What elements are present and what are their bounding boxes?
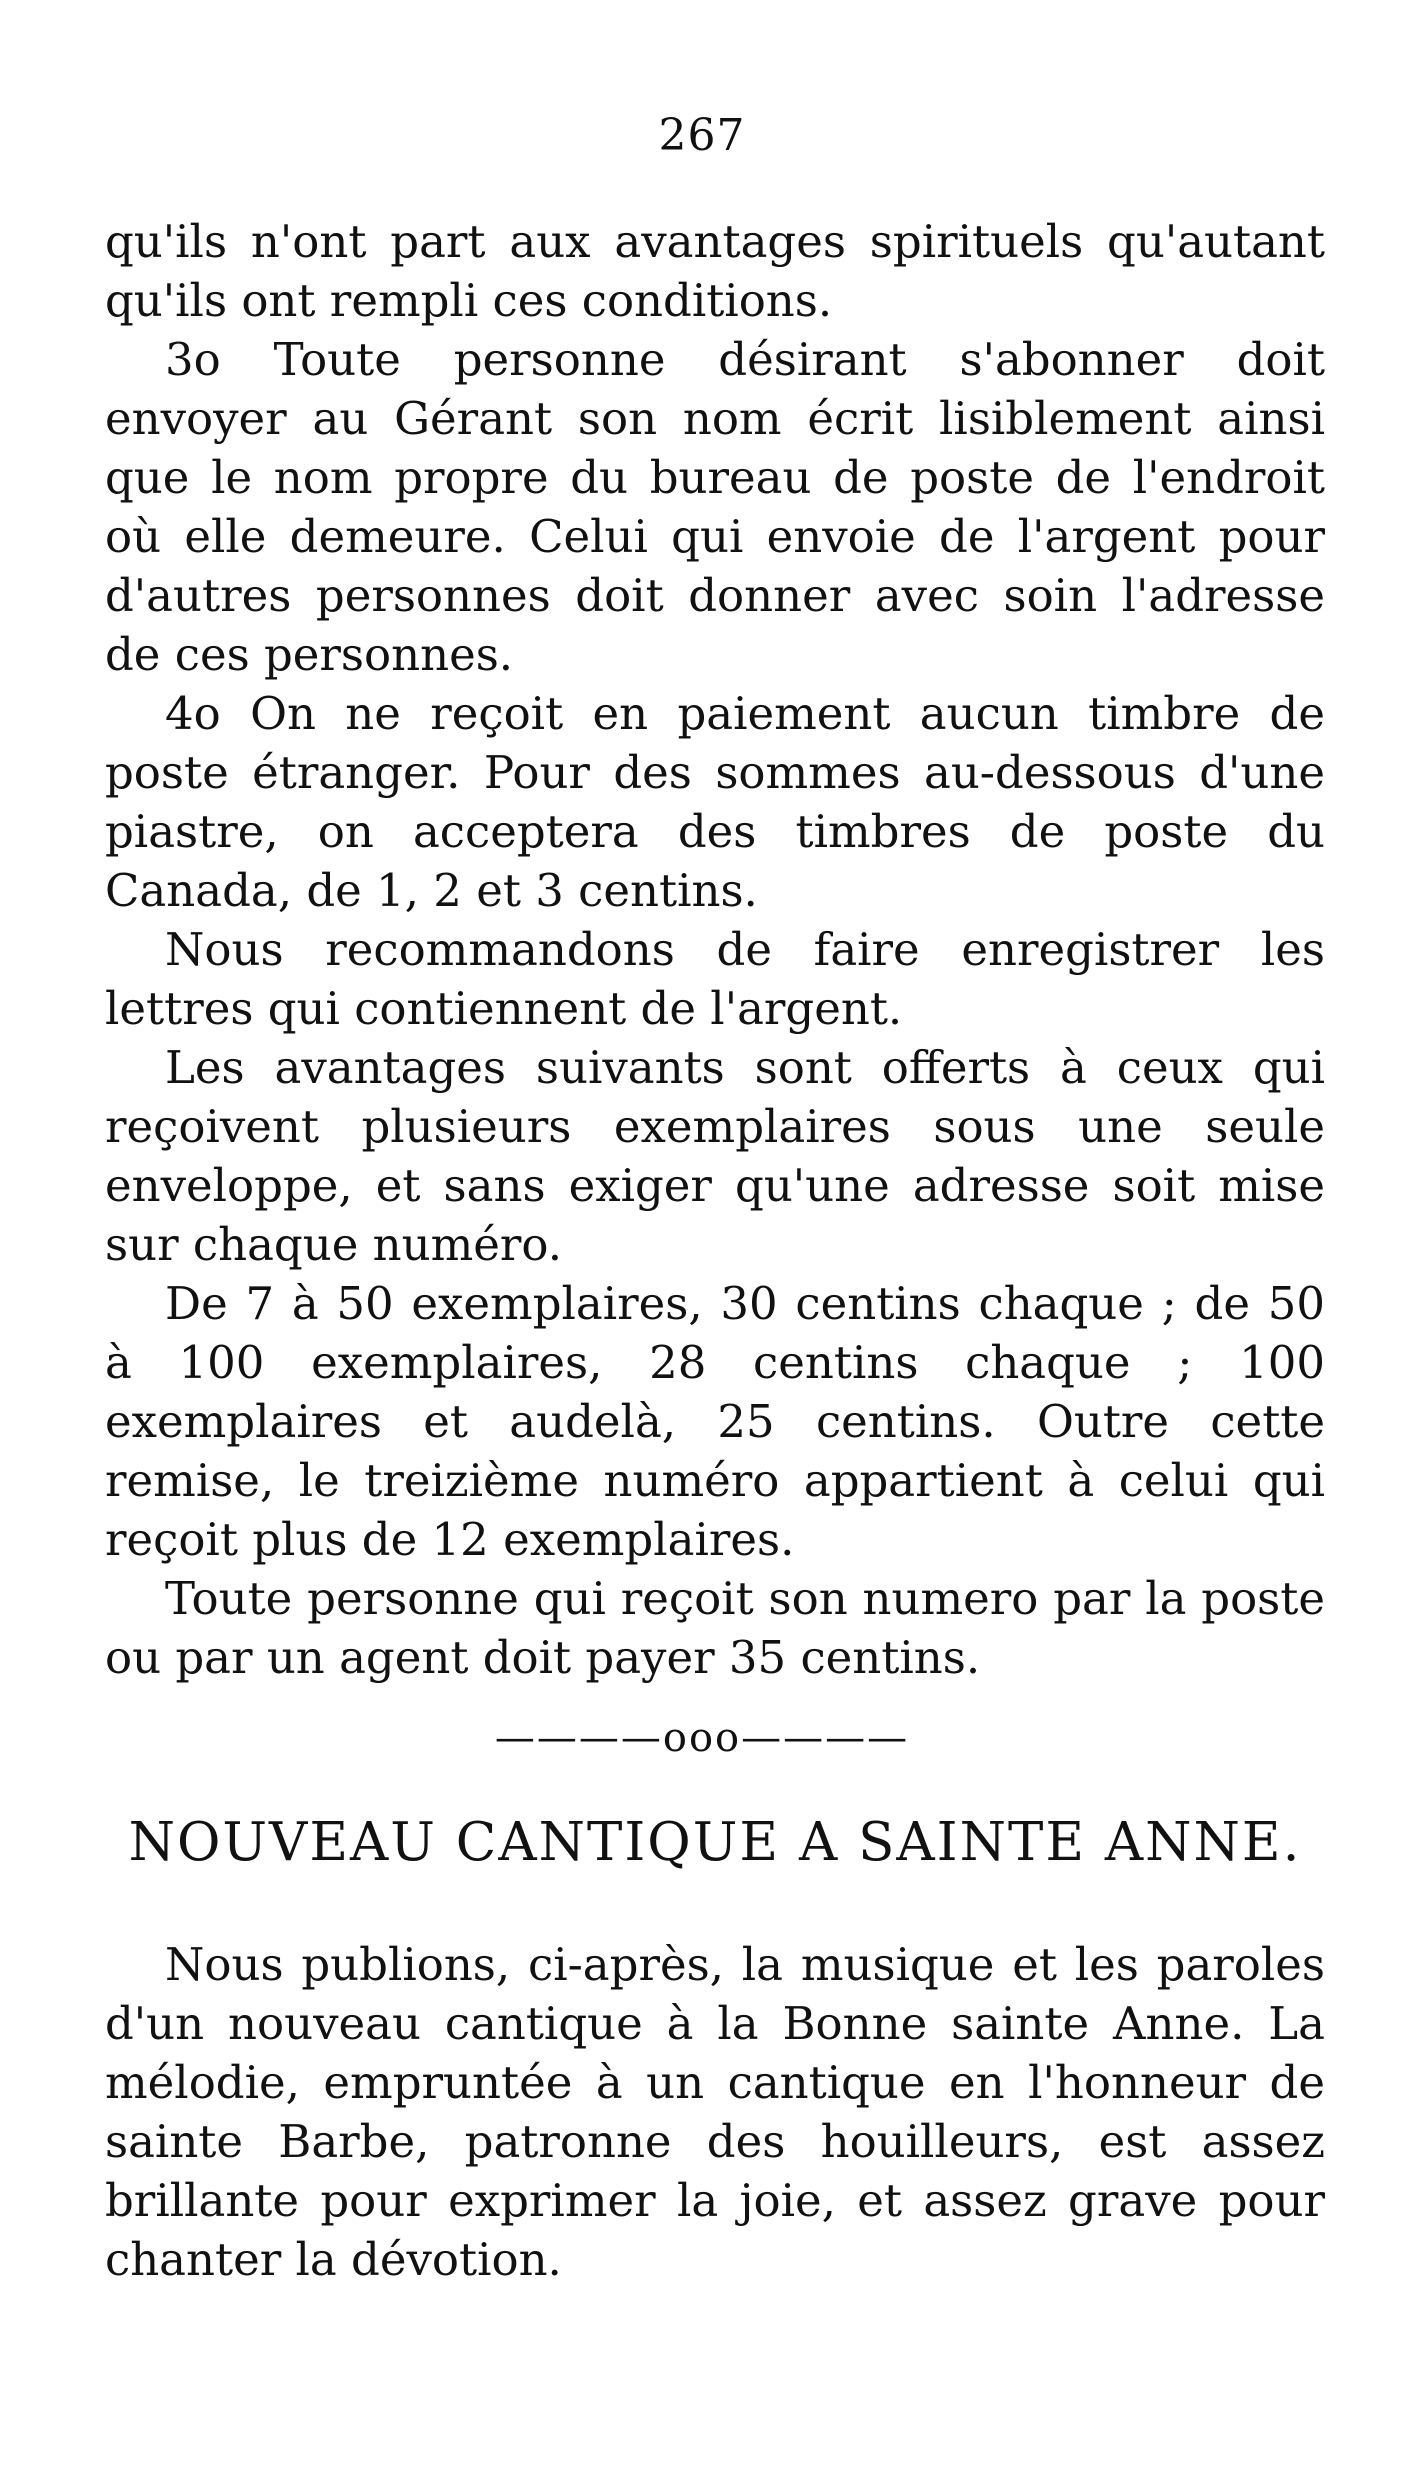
body-text bbox=[105, 212, 1325, 1687]
paragraph-registered-letters: Nous recommandons de faire enregistrer les lettres qui contiennent de l'argent. bbox=[105, 923, 1325, 1035]
paragraph-rates: De 7 à 50 exemplaires, 30 centins chaque ; de 50 à 100 exemplaires, 28 centins chaque ; 100 exemplaires et audelà, 25 centins. Outre cette remise, le treizième numéro appartient à celui qui reçoit plus de 12 exemplaires. bbox=[105, 1277, 1325, 1566]
section-heading: NOUVEAU CANTIQUE A SAINTE ANNE. bbox=[128, 1812, 1302, 1873]
paragraph-advantages: Les avantages suivants sont offerts à ceux qui reçoivent plusieurs exemplaires sous une seule enveloppe, et sans exiger qu'une adresse soit mise sur chaque numéro. bbox=[105, 1041, 1325, 1271]
paragraph-subscription: 3o Toute personne désirant s'abonner doit envoyer au Gérant son nom écrit lisiblement ainsi que le nom propre du bureau de poste de l'endroit où elle demeure. Celui qui envoie de l'argent pour d'autres personnes doit donner avec soin l'adresse de ces personnes. bbox=[105, 333, 1325, 681]
section-text bbox=[105, 1935, 1325, 2289]
section-separator: ————ooo———— bbox=[494, 1715, 910, 1761]
paragraph-continuation: qu'ils n'ont part aux avantages spirituels qu'autant qu'ils ont rempli ces conditions. bbox=[105, 215, 1325, 327]
page-number: 267 bbox=[658, 110, 746, 161]
section-paragraph: Nous publions, ci-après, la musique et les paroles d'un nouveau cantique à la Bonne sainte Anne. La mélodie, empruntée à un cantique en l'honneur de sainte Barbe, patronne des houilleurs, est assez brillante pour exprimer la joie, et assez grave pour chanter la dévotion. bbox=[105, 1938, 1325, 2286]
paragraph-postage: Toute personne qui reçoit son numero par la poste ou par un agent doit payer 35 centins. bbox=[105, 1572, 1325, 1684]
paragraph-stamps: 4o On ne reçoit en paiement aucun timbre de poste étranger. Pour des sommes au-dessous d'une piastre, on acceptera des timbres de poste du Canada, de 1, 2 et 3 centins. bbox=[105, 687, 1325, 917]
